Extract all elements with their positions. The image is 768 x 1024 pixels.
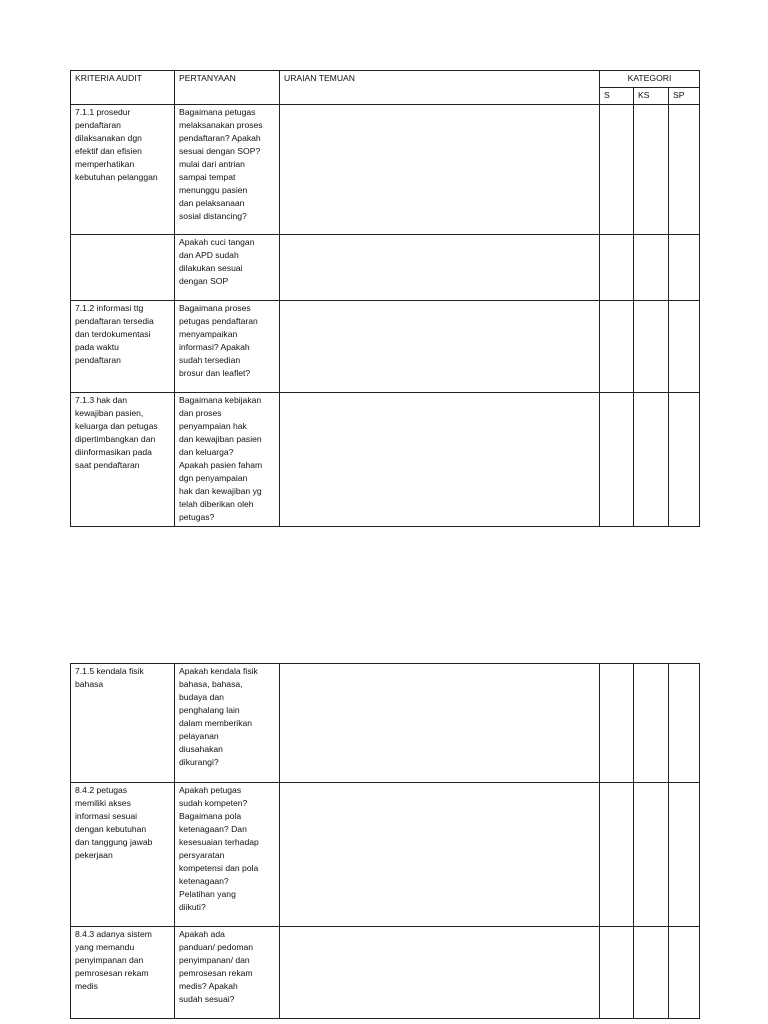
kriteria-cell: 7.1.3 hak dan kewajiban pasien, keluarga dan petugas dipertimbangkan dan diinformasikan pada saat pendaftaran xyxy=(71,393,175,527)
table-row xyxy=(71,783,700,927)
kategori-sp-cell[interactable] xyxy=(669,301,700,393)
kategori-s-cell[interactable] xyxy=(600,393,634,527)
kategori-sp-cell[interactable] xyxy=(669,783,700,927)
kategori-ks-cell[interactable] xyxy=(634,393,669,527)
kategori-ks-cell[interactable] xyxy=(634,235,669,301)
kategori-s-cell[interactable] xyxy=(600,664,634,783)
table-row xyxy=(71,927,700,1019)
kategori-sp-cell[interactable] xyxy=(669,927,700,1019)
header-kategori: KATEGORI xyxy=(600,71,700,88)
audit-table-2 xyxy=(70,663,700,1019)
kriteria-cell: 7.1.2 informasi ttg pendaftaran tersedia dan terdokumentasi pada waktu pendaftaran xyxy=(71,301,175,393)
uraian-temuan-cell[interactable] xyxy=(280,301,600,393)
header-uraian-temuan: URAIAN TEMUAN xyxy=(280,71,600,105)
kategori-s-cell[interactable] xyxy=(600,301,634,393)
kategori-ks-cell[interactable] xyxy=(634,927,669,1019)
kategori-s-cell[interactable] xyxy=(600,235,634,301)
pertanyaan-cell: Apakah cuci tangan dan APD sudah dilakukan sesuai dengan SOP xyxy=(175,235,280,301)
uraian-temuan-cell[interactable] xyxy=(280,927,600,1019)
pertanyaan-cell: Bagaimana proses petugas pendaftaran menyampaikan informasi? Apakah sudah tersedian brosur dan leaflet? xyxy=(175,301,280,393)
table-row xyxy=(71,105,700,235)
kategori-sp-cell[interactable] xyxy=(669,393,700,527)
uraian-temuan-cell[interactable] xyxy=(280,105,600,235)
table-row xyxy=(71,393,700,527)
uraian-temuan-cell[interactable] xyxy=(280,664,600,783)
header-ks: KS xyxy=(634,88,669,105)
header-sp: SP xyxy=(669,88,700,105)
kategori-sp-cell[interactable] xyxy=(669,235,700,301)
kategori-s-cell[interactable] xyxy=(600,927,634,1019)
kategori-ks-cell[interactable] xyxy=(634,664,669,783)
pertanyaan-cell: Apakah ada panduan/ pedoman penyimpanan/ dan pemrosesan rekam medis? Apakah sudah sesuai? xyxy=(175,927,280,1019)
kriteria-cell xyxy=(71,235,175,301)
header-s: S xyxy=(600,88,634,105)
pertanyaan-cell: Bagaimana petugas melaksanakan proses pendaftaran? Apakah sesuai dengan SOP? mulai dari antrian sampai tempat menunggu pasien dan pelaksanaan sosial distancing? xyxy=(175,105,280,235)
kategori-s-cell[interactable] xyxy=(600,783,634,927)
table-row xyxy=(71,664,700,783)
kriteria-cell: 7.1.5 kendala fisik bahasa xyxy=(71,664,175,783)
kriteria-cell: 8.4.3 adanya sistem yang memandu penyimpanan dan pemrosesan rekam medis xyxy=(71,927,175,1019)
kategori-ks-cell[interactable] xyxy=(634,783,669,927)
header-row xyxy=(71,71,700,88)
kriteria-cell: 7.1.1 prosedur pendaftaran dilaksanakan dgn efektif dan efisien memperhatikan kebutuhan pelanggan xyxy=(71,105,175,235)
pertanyaan-cell: Apakah kendala fisik bahasa, bahasa, budaya dan penghalang lain dalam memberikan pelayanan diusahakan dikurangi? xyxy=(175,664,280,783)
pertanyaan-cell: Bagaimana kebijakan dan proses penyampaian hak dan kewajiban pasien dan keluarga? Apakah pasien faham dgn penyampaian hak dan kewajiban yg telah diberikan oleh petugas? xyxy=(175,393,280,527)
kategori-sp-cell[interactable] xyxy=(669,664,700,783)
kategori-s-cell[interactable] xyxy=(600,105,634,235)
uraian-temuan-cell[interactable] xyxy=(280,235,600,301)
uraian-temuan-cell[interactable] xyxy=(280,783,600,927)
header-kriteria-audit: KRITERIA AUDIT xyxy=(71,71,175,105)
audit-table-1 xyxy=(70,70,700,527)
table-row xyxy=(71,235,700,301)
kategori-ks-cell[interactable] xyxy=(634,301,669,393)
pertanyaan-cell: Apakah petugas sudah kompeten? Bagaimana pola ketenagaan? Dan kesesuaian terhadap persyaratan kompetensi dan pola ketenagaan? Pelatihan yang diikuti? xyxy=(175,783,280,927)
kategori-sp-cell[interactable] xyxy=(669,105,700,235)
uraian-temuan-cell[interactable] xyxy=(280,393,600,527)
kategori-ks-cell[interactable] xyxy=(634,105,669,235)
table-row xyxy=(71,301,700,393)
header-pertanyaan: PERTANYAAN xyxy=(175,71,280,105)
kriteria-cell: 8.4.2 petugas memiliki akses informasi sesuai dengan kebutuhan dan tanggung jawab pekerjaan xyxy=(71,783,175,927)
